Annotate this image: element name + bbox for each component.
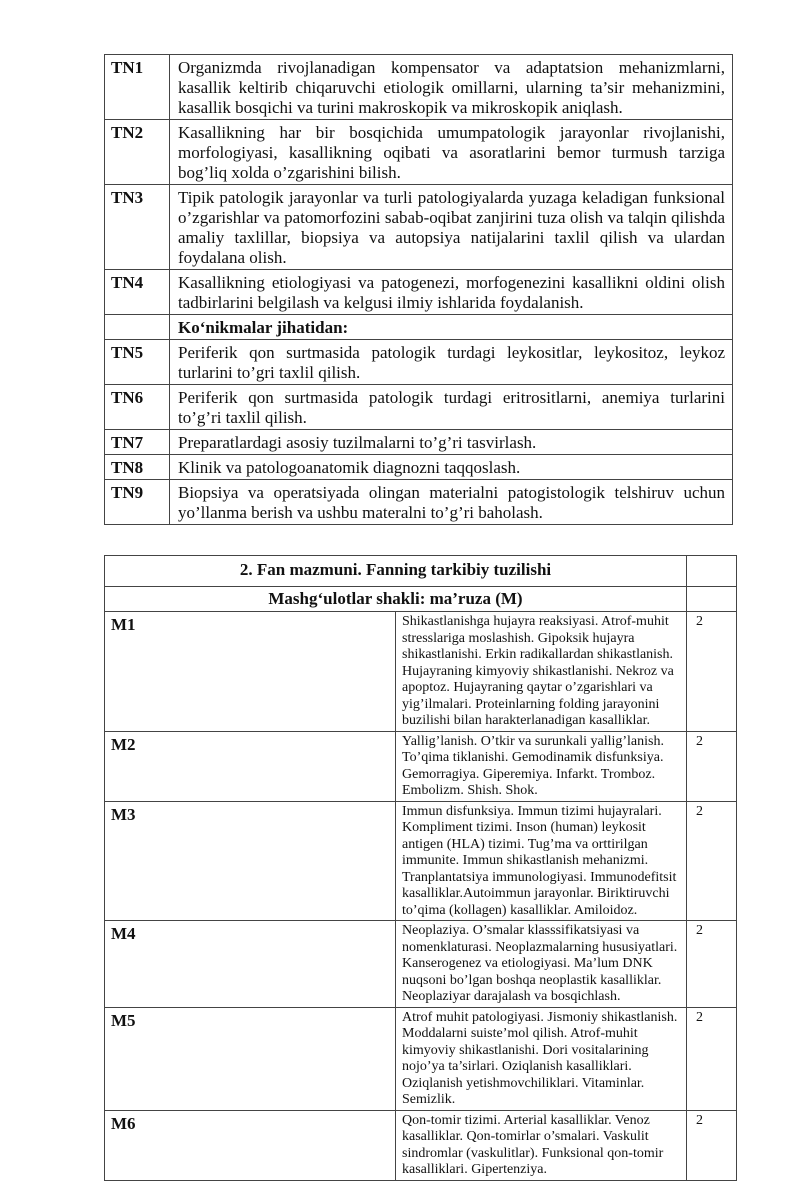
table-row	[105, 1007, 737, 1110]
lecture-topic: Yallig’lanish. O’tkir va surunkali yallig’lanish. To’qima tiklanishi. Gemodinamik disfunksiya. Gemorragiya. Giperemiya. Infarkt. Tromboz. Embolizm. Shish. Shok.	[396, 731, 687, 801]
row-code: TN5	[105, 340, 170, 385]
lecture-hours: 2	[687, 612, 737, 732]
section-title: 2. Fan mazmuni. Fanning tarkibiy tuzilishi	[105, 556, 687, 587]
row-code: TN4	[105, 270, 170, 315]
lecture-hours: 2	[687, 1007, 737, 1110]
lecture-topic: Neoplaziya. O’smalar klasssifikatsiyasi va nomenklaturasi. Neoplazmalarning hususiyatlari. Kanserogenez va etiologiyasi. Ma’lum DNK nuqsoni bo’lgan boshqa neoplastik kasalliklar. Neoplaziyar darajalash va bosqichlash.	[396, 921, 687, 1008]
table-row	[105, 921, 737, 1008]
course-content-table	[104, 555, 737, 1181]
row-code: TN7	[105, 430, 170, 455]
row-code: TN6	[105, 385, 170, 430]
row-description: Biopsiya va operatsiyada olingan materialni patogistologik telshiruv uchun yo’llanma berish va ushbu materalni to’g’ri baholash.	[170, 480, 733, 525]
lecture-topic: Atrof muhit patologiyasi. Jismoniy shikastlanish. Moddalarni suiste’mol qilish. Atrof-muhit kimyoviy shikastlanishi. Dori vositalarining nojo’ya ta’sirlari. Oziqlanish kasalliklari. Oziqlanish yetishmovchiliklari. Vitaminlar. Semizlik.	[396, 1007, 687, 1110]
row-description: Periferik qon surtmasida patologik turdagi leykositlar, leykositoz, leykoz turlarini to’gri taxlil qilish.	[170, 340, 733, 385]
hours-cell-empty	[687, 556, 737, 587]
table-row	[105, 185, 733, 270]
row-description: Preparatlardagi asosiy tuzilmalarni to’g’ri tasvirlash.	[170, 430, 733, 455]
table-row	[105, 612, 737, 732]
section-subtitle: Mashg‘ulotlar shakli: ma’ruza (M)	[105, 587, 687, 612]
skills-heading: Ko‘nikmalar jihatidan:	[170, 315, 733, 340]
row-code: TN8	[105, 455, 170, 480]
row-code: TN2	[105, 120, 170, 185]
row-description: Organizmda rivojlanadigan kompensator va adaptatsion mehanizmlarni, kasallik keltirib chiqaruvchi etiologik omillarni, ularning ta’sir mehanizmini, kasallik bosqichi va turini makroskopik va mikroskopik aniqlash.	[170, 55, 733, 120]
lecture-topic: Qon-tomir tizimi. Arterial kasalliklar. Venoz kasalliklar. Qon-tomirlar o’smalari. Vaskulit sindromlar (vaskulitlar). Funksional qon-tomir kasalliklari. Gipertenziya.	[396, 1110, 687, 1180]
table-row	[105, 587, 737, 612]
table-row	[105, 430, 733, 455]
lecture-code: M5	[105, 1007, 396, 1110]
lecture-topic: Shikastlanishga hujayra reaksiyasi. Atrof-muhit stresslariga moslashish. Gipoksik hujayra shikastlanishi. Erkin radikallardan shikastlanish. Hujayraning kimyoviy shikastlanishi. Nekroz va apoptoz. Hujayraning qaytar o’zgarishlari va yig’ilmalari. Proteinlarning folding jarayonini buzilishi bilan harakterlanadigan kasalliklar.	[396, 612, 687, 732]
lecture-hours: 2	[687, 1110, 737, 1180]
table-row	[105, 120, 733, 185]
lecture-hours: 2	[687, 921, 737, 1008]
row-description: Periferik qon surtmasida patologik turdagi eritrositlarni, anemiya turlarini to’g’ri taxlil qilish.	[170, 385, 733, 430]
table-row	[105, 315, 733, 340]
table-row	[105, 55, 733, 120]
table-row	[105, 270, 733, 315]
table-row	[105, 385, 733, 430]
lecture-hours: 2	[687, 731, 737, 801]
table-row	[105, 731, 737, 801]
lecture-code: M2	[105, 731, 396, 801]
row-description: Klinik va patologoanatomik diagnozni taqqoslash.	[170, 455, 733, 480]
lecture-code: M1	[105, 612, 396, 732]
table-row	[105, 455, 733, 480]
lecture-topic: Immun disfunksiya. Immun tizimi hujayralari. Kompliment tizimi. Inson (human) leykosit antigen (HLA) tizimi. Tug’ma va orttirilgan immunite. Immun shikastlanish mehanizmi. Tranplantatsiya immunologiyasi. Immunodefitsit kasalliklar.Autoimmun jarayonlar. Biriktiruvchi to’qima (kollagen) kasalliklar. Amiloidoz.	[396, 801, 687, 921]
lecture-code: M4	[105, 921, 396, 1008]
hours-cell-empty	[687, 587, 737, 612]
lecture-code: M6	[105, 1110, 396, 1180]
competency-table	[104, 54, 733, 525]
table-row	[105, 480, 733, 525]
table-row	[105, 556, 737, 587]
lecture-code: M3	[105, 801, 396, 921]
table-row	[105, 340, 733, 385]
row-description: Kasallikning etiologiyasi va patogenezi, morfogenezini kasallikni oldini olish tadbirlarini belgilash va kelgusi ilmiy ishlarida foydalanish.	[170, 270, 733, 315]
table-row	[105, 1110, 737, 1180]
row-code: TN9	[105, 480, 170, 525]
row-description: Kasallikning har bir bosqichida umumpatologik jarayonlar rivojlanishi, morfologiyasi, kasallikning oqibati va asoratlarini bemor turmush tarziga bog’liq xolda o’zgarishini bilish.	[170, 120, 733, 185]
lecture-hours: 2	[687, 801, 737, 921]
row-description: Tipik patologik jarayonlar va turli patologiyalarda yuzaga keladigan funksional o’zgarishlar va patomorfozini sabab-oqibat zanjirini tuza olish va talqin qilishda amaliy taxlillar, biopsiya va autopsiya natijalarini taxlil qilish va ulardan foydalana olish.	[170, 185, 733, 270]
table-row	[105, 801, 737, 921]
row-code: TN1	[105, 55, 170, 120]
row-code: TN3	[105, 185, 170, 270]
row-code-empty	[105, 315, 170, 340]
